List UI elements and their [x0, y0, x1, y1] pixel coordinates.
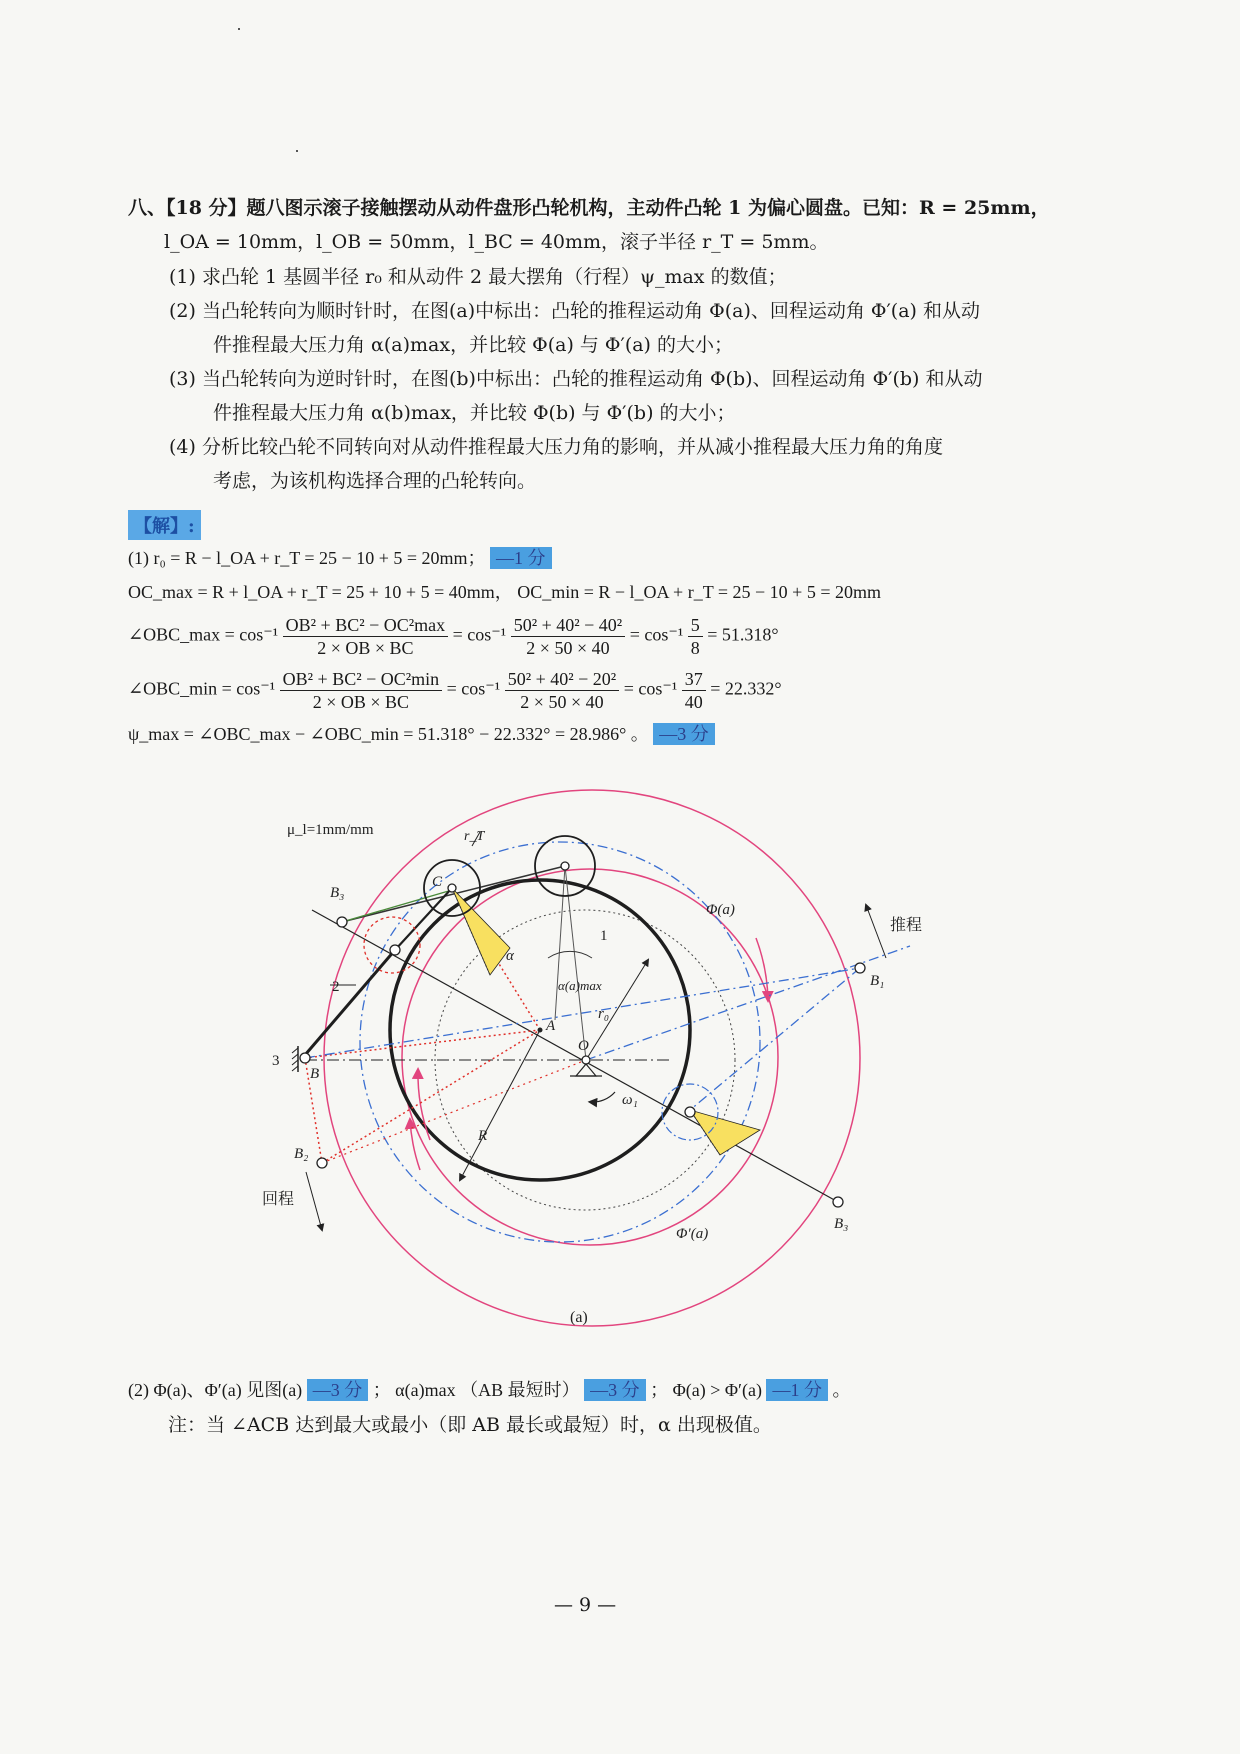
equation-lhs: ∠OBC_min = cos⁻¹ [128, 678, 276, 699]
label-alpha: α [506, 948, 514, 964]
cam-mechanism-figure [0, 780, 1240, 1340]
point-C [448, 884, 456, 892]
fraction [505, 668, 620, 713]
score-badge: —3 分 [584, 1379, 646, 1401]
point-B [300, 1053, 310, 1063]
red-dotted-line [322, 1060, 586, 1163]
answer-2-text: 。 [832, 1380, 851, 1400]
label-phi-prime: Φ′(a) [676, 1226, 709, 1242]
equation-operator: = cos⁻¹ [629, 624, 684, 645]
label-frame-3: 3 [272, 1053, 280, 1069]
red-dotted-line [305, 1030, 540, 1058]
roller-dashed-red [364, 917, 420, 973]
scan-speck [238, 28, 240, 30]
follower-link-2b [395, 888, 452, 950]
label-phi-a: Φ(a) [706, 902, 735, 918]
fraction-numerator: 50² + 40² − 40² [511, 614, 626, 637]
label-A: A [546, 1018, 556, 1034]
label-r0: r₀ [598, 1006, 610, 1022]
fraction [283, 614, 449, 659]
pivot-O [582, 1056, 590, 1064]
solution-line-5 [128, 722, 715, 746]
question-3-line1: (3) 当凸轮转向为逆时针时，在图(b)中标出：凸轮的推程运动角 Φ(b)、回程运动角 Φ′(b) 和从动 [169, 368, 983, 390]
label-O: O [578, 1038, 589, 1054]
pressure-angle-wedge [452, 888, 510, 975]
answer-2-text: (2) Φ(a)、Φ′(a) 见图(a) [128, 1380, 303, 1400]
question-3-line2: 件推程最大压力角 α(b)max，并比较 Φ(b) 与 Φ′(b) 的大小； [213, 402, 736, 424]
point-A [538, 1028, 543, 1033]
point-joint [390, 945, 400, 955]
point-B1 [855, 963, 865, 973]
figure-caption: (a) [570, 1309, 588, 1326]
radius-r0-arrow [586, 960, 648, 1060]
radius-R-arrow [460, 1030, 540, 1180]
question-1: (1) 求凸轮 1 基圆半径 r₀ 和从动件 2 最大摆角（行程）ψ_max 的数值； [169, 266, 787, 288]
label-rT: r_T [464, 829, 485, 844]
fraction-numerator: 50² + 40² − 20² [505, 668, 620, 691]
ground-hatch-3 [292, 1048, 298, 1071]
score-badge: —3 分 [653, 723, 715, 745]
label-B: B [310, 1066, 320, 1082]
score-badge: —1 分 [490, 547, 552, 569]
fraction-numerator: OB² + BC² − OC²min [280, 668, 443, 691]
equation-operator: = cos⁻¹ [623, 678, 678, 699]
label-omega: ω₁ [622, 1092, 638, 1108]
omega-arrow [590, 1092, 615, 1102]
fraction-denominator: 2 × OB × BC [312, 692, 410, 712]
fraction [511, 614, 626, 659]
fraction [682, 668, 706, 713]
label-B1: B₁ [870, 973, 885, 989]
label-C: C [432, 874, 443, 890]
problem-given: l_OA = 10mm，l_OB = 50mm，l_BC = 40mm，滚子半径 r_T = 5mm。 [164, 231, 829, 253]
pressure-angle-wedge [690, 1110, 760, 1155]
inner-pink-circle [402, 869, 778, 1245]
label-return: 回程 [262, 1191, 295, 1208]
rise-arrow [866, 905, 886, 958]
alpha-max-arc [548, 951, 592, 958]
point-roller-bottom [685, 1107, 695, 1117]
scan-speck [296, 150, 298, 152]
point-B2 [317, 1158, 327, 1168]
fraction-denominator: 2 × 50 × 40 [526, 638, 610, 658]
point-top-roller [561, 862, 569, 870]
page-number: — 9 — [554, 1594, 617, 1616]
label-alpha-max: α(a)max [558, 978, 602, 993]
solution-line-1-text: (1) r₀ = R − l_OA + r_T = 25 − 10 + 5 = 20mm； [128, 548, 486, 568]
equation-lhs: ∠OBC_max = cos⁻¹ [128, 624, 279, 645]
thin-line [555, 866, 565, 1020]
scale-label: μ_l=1mm/mm [287, 822, 374, 838]
fraction [280, 668, 443, 713]
equation-operator: = cos⁻¹ [446, 678, 501, 699]
question-2-line1: (2) 当凸轮转向为顺时针时，在图(a)中标出：凸轮的推程运动角 Φ(a)、回程运动角 Φ′(a) 和从动 [169, 300, 980, 322]
score-badge: —1 分 [766, 1379, 828, 1401]
red-dotted-line [322, 1030, 540, 1163]
label-B3-top: B₃ [330, 885, 345, 901]
answer-2-text: ； α(a)max （AB 最短时） [372, 1380, 580, 1400]
return-arrow [306, 1172, 322, 1230]
point-B3-top [337, 917, 347, 927]
label-B3-bottom: B₃ [834, 1216, 849, 1232]
label-cam-1: 1 [600, 928, 608, 944]
fraction-numerator: OB² + BC² − OC²max [283, 614, 449, 637]
fraction-numerator: 5 [688, 614, 703, 637]
point-B3-bottom [833, 1197, 843, 1207]
solution-line-1 [128, 546, 552, 570]
label-R: R [478, 1128, 488, 1144]
follower-link-2 [305, 950, 395, 1055]
equation-result: = 51.318° [707, 624, 779, 645]
solution-line-3 [128, 614, 779, 659]
score-badge: —3 分 [307, 1379, 369, 1401]
question-4-line1: (4) 分析比较凸轮不同转向对从动件推程最大压力角的影响，并从减小推程最大压力角的角度 [169, 436, 943, 458]
solution-line-2: OC_max = R + l_OA + r_T = 25 + 10 + 5 = 40mm， OC_min = R − l_OA + r_T = 25 − 10 + 5 = 20mm [128, 582, 881, 602]
solution-line-4 [128, 668, 782, 713]
solution-line-6 [128, 1378, 850, 1402]
answer-2-text: ； Φ(a) > Φ′(a) [650, 1380, 762, 1400]
question-2-line2: 件推程最大压力角 α(a)max，并比较 Φ(a) 与 Φ′(a) 的大小； [213, 334, 734, 356]
label-link-2: 2 [332, 979, 340, 995]
fraction-denominator: 2 × 50 × 40 [520, 692, 604, 712]
solution-line-5-text: ψ_max = ∠OBC_max − ∠OBC_min = 51.318° − 22.332° = 28.986° 。 [128, 724, 649, 744]
label-rise: 推程 [890, 917, 923, 934]
equation-operator: = cos⁻¹ [452, 624, 507, 645]
solution-label: 【解】: [128, 510, 201, 540]
equation-result: = 22.332° [710, 678, 782, 699]
solution-note: 注：当 ∠ACB 达到最大或最小（即 AB 最长或最短）时，α 出现极值。 [168, 1414, 772, 1436]
question-4-line2: 考虑，为该机构选择合理的凸轮转向。 [213, 470, 537, 492]
fraction-denominator: 2 × OB × BC [317, 638, 414, 658]
fraction [688, 614, 703, 659]
fraction-numerator: 37 [682, 668, 706, 691]
label-B2: B₂ [294, 1146, 309, 1162]
follower-line-upper [342, 866, 565, 922]
fraction-denominator: 40 [684, 692, 703, 712]
fraction-denominator: 8 [690, 638, 700, 658]
problem-heading: 八、【18 分】题八图示滚子接触摆动从动件盘形凸轮机构，主动件凸轮 1 为偏心圆盘。已知：R = 25mm， [128, 197, 1050, 219]
